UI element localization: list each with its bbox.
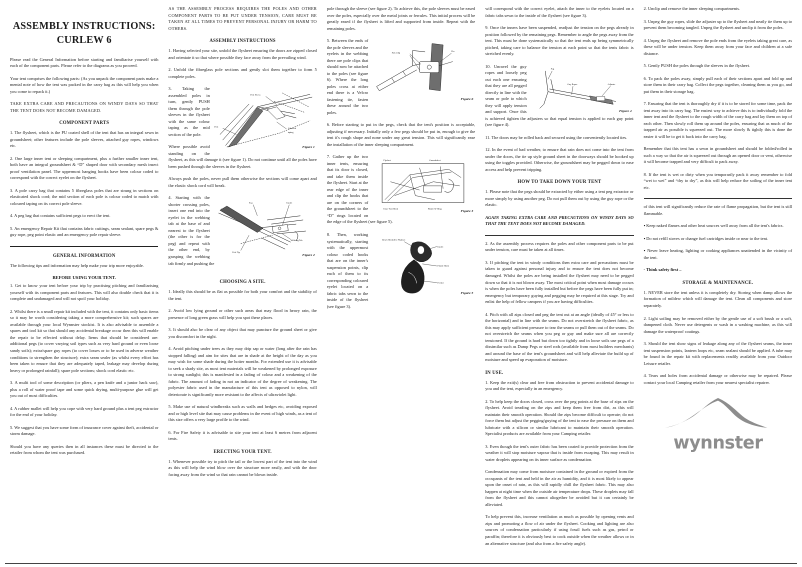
- packing-step-3: 3. Unpeg the guy ropes, slide the adjuster up to the flysheet and neatly tie them up to prevent them becoming tangled. Unpeg the flysheet and unclip it from the poles.: [643, 18, 793, 31]
- figure-4: [530, 64, 634, 114]
- figure-2-label-webbing-tab: Webbing Tab: [290, 240, 303, 243]
- mountain-icon: [665, 398, 768, 428]
- before-item-3: 3. A multi tool of some description (or pliers, a pen knife and a junior hack saw), plus a roll of water proof tape and some quick drying, multi-purpose glue will get you out of most difficulties.: [10, 380, 159, 399]
- figure-3-label-inner-hook: Inner Tent Hook: [383, 208, 399, 211]
- packing-step-2: 2. Unclip and remove the inner sleeping compartments.: [643, 6, 741, 11]
- component-parts-heading: COMPONENT PARTS: [59, 121, 110, 127]
- pole-clip-shape: [420, 62, 439, 73]
- figure-2-label-eyelet: Eyelet: [286, 202, 292, 205]
- figure-5-label-plastic-hook: Plastic Hook: [437, 265, 450, 268]
- footer-divider: [5, 563, 797, 564]
- wynnster-wordmark: wynnster: [673, 433, 763, 454]
- assembly-step-6: 6. Before starting to put in the pegs, check that the tent's position is acceptable, adjusting if necessary. Initially only a few pegs should be put in, enough to give the tent it's rough shape and none under any great tension. This will significantly ease the installation of the inner sleeping compartment.: [326, 122, 476, 147]
- figure-1-label-coloured: Coloured: [287, 128, 296, 131]
- figure-2: [213, 195, 317, 257]
- title-line-2: CURLEW 6: [56, 34, 112, 46]
- site-item-1: 1. Ideally this should be as flat as possible for both your comfort and the stability of the tent.: [168, 289, 317, 301]
- assembly-push-note: Always push the poles, never pull them otherwise the sections will come apart and the elastic shock cord will break.: [168, 176, 317, 188]
- in-use-item-1: 1. Keep the exit(s) clear and free from obstruction to prevent accidental damage to you and the tent, especially in an emergency.: [485, 379, 634, 392]
- figure-5-label-pocket: Pocket: [437, 282, 444, 285]
- figure-1-label-taping: taping: [287, 132, 294, 135]
- figure-6-label-pin: Pin: [451, 50, 455, 53]
- flame-propagation-note: of this tent will significantly reduce the rate of flame propagation, but the tent is still flammable.: [643, 204, 793, 216]
- brand-logo: [644, 398, 792, 459]
- assembly-step-9: 9. Once the inners have been suspended, readjust the tension on the pegs already in position followed by the remaining pegs. Remember to angle the pegs away from the tent. This must be done systematically so that the tent ends up being symmetrically pitched, taking care to balance the tension at each point so that the tents fabric is stretched evenly.: [485, 25, 634, 57]
- figure-5: [371, 232, 475, 296]
- figure-2-illustration: [213, 195, 317, 257]
- storage-item-3: 3. Should the tent show signs of leakage along any of the flysheet seams, the inner tent suspension points, lantern loops etc, seam sealant should be applied. A tube may be found in the repair kit with replacements readily available from your Outdoor Leisure retailer.: [643, 341, 793, 366]
- in-use-item-2: 2. To help keep the doors closed, cross over the peg points at the base of zips on the flysheet. Avoid treading on the zips and keep them free from dirt, as this will maintain their smooth operation. Should the zips become difficult to operate; do not force them but adjust the pegging/guying of the tent to ease the pressure on them and lubricate with a silicon or similar lubricant to maintain their smooth operation. Specialist products are available from your Camping retailer.: [485, 398, 634, 437]
- condensation-note: Condensation may come from moisture contained in the ground or expired from the occupants of the tent and held in the air as humidity, and it is most likely to appear upon the onset of rain, as this will rapidly chill the flysheet fabric. This may also happen at night time when the outside air temperature drops. These droplets may fall from the flysheet and this cannot altogether be avoided but it can certainly be alleviated.: [485, 469, 634, 507]
- windy-days-warning: TAKE EXTRA CARE AND PRECAUTIONS ON WINDY DAYS SO THAT THE TENT DOES NOT BECOME DAMAGED.: [10, 101, 159, 113]
- site-item-3: 3. It should also be clear of any object that may puncture the ground sheet or give you discomfort in the night.: [168, 327, 317, 339]
- figure-3-label-groundsheet: Groundsheet: [429, 160, 441, 163]
- erecting-item-4: 4. Pitch with all zips closed and peg the tent out at an angle (ideally of 45° or less to the horizontal) and in line with the seams. Do not overstretch the flysheet fabric, as this may apply sufficient pressure to tear the seams or pull them out of the seams. Do not overstretch the seams when you peg or guy and make sure all are correctly tensioned. If the ground is hard but down too tightly and in loose soils use pegs of a dissimilar such as Dump Pegs or steel rods (available from most builders merchants) and around the base of the tent's groundsheet and will help alleviate the build up of moisture and speed up evaporation of moisture.: [485, 311, 634, 363]
- figure-3: [371, 154, 475, 214]
- component-part-2: 2. One large inner tent or sleeping compartment, plus a further smaller inner tent, both have an integral groundsheet & “D” shaped door with secondary mesh insect proof ventilation panel. The uppermost hanging hooks have been colour coded to correspond with the correct eyelet on the flysheet.: [10, 155, 159, 181]
- figure-5-label-hooked: Down Hooked to Flysheet: [382, 239, 406, 242]
- figure-1: [213, 86, 317, 150]
- take-down-step-1: 1. Please note that the pegs should be extracted by either using a tent peg extractor or more simply by using another peg. Do not pull them out by using the guy rope or the elastic.: [485, 189, 634, 208]
- site-item-6: 6. For Fire Safety it is advisable to site your tent at least 6 metres from adjacent tents.: [168, 429, 317, 442]
- figure-3-caption: Figure 3: [460, 208, 474, 213]
- before-using-heading: BEFORE USING YOUR TENT.: [52, 275, 116, 281]
- packing-step-8: 8. If the tent is wet or dirty when you temporarily pack it away remember to fold “wet to wet” and “dry to dry”, as this will help reduce the soiling of the inner tent etc.: [643, 171, 793, 190]
- general-information-heading: GENERAL INFORMATION: [52, 253, 116, 259]
- assembly-step-10: 10. Unravel the guy ropes and loosely peg out each one ensuring that they are all pegged directly in line with the seam or pole to which they will apply tension and support. Once this is achieved tighten the adjusters so that equal tension is applied to each guy point (see figure 4).: [485, 63, 634, 128]
- packing-step-6: 6. To pack the poles away, simply pull each of their sections apart and fold up and store them in their carry bag. Collect the pegs together, cleaning them as you go, and put them in their storage bag.: [643, 75, 793, 94]
- before-item-4: 4. A rubber mallet will help you cope with very hard ground plus a tent peg extractor for the end of your holiday.: [10, 405, 159, 418]
- think-safety-first: - Think safety first –: [643, 267, 682, 273]
- assembly-step-3: 3. Taking the assembled poles in turn, gently PUSH them through the pole sleeves in the flysheet with the same colour taping as the mid section of the pole.: [168, 86, 210, 137]
- figure-3-label-flysheet: Flysheet: [383, 160, 392, 163]
- figure-1-caption: Figure 1: [302, 144, 315, 149]
- figure-2-caption: Figure 2: [302, 252, 315, 257]
- erecting-your-tent-heading: ERECTING YOUR TENT.: [213, 449, 272, 455]
- assembly-step-5: 5. Between the ends of the pole sleeves and the eyelets in the webbing there are pole clips that should now be attached to the poles (see figure 6). Where the long poles cross at either end there is a Velcro fastening tie, fasten these around the two poles.: [326, 38, 369, 115]
- figure-4-label-adjuster: Adjuster: [607, 83, 615, 86]
- column-4: [480, 6, 638, 563]
- title-line-1: ASSEMBLY INSTRUCTIONS:: [12, 21, 156, 32]
- assembly-step-11: 11. The doors may be rolled back and secured using the conveniently located ties.: [485, 134, 628, 140]
- component-part-3: 3. A pole carry bag that contains 5 fibreglass poles that are strung in sections on elasticated shock cord; the mid section of each pole is colour coded to match with coloured taping on its correct pole sleeve.: [10, 187, 159, 206]
- take-down-heading: HOW TO TAKE DOWN YOUR TENT: [517, 180, 602, 186]
- packing-step-4: 4. Unpeg the flysheet and remove the pole ends from the eyelets taking great care, as these will be under tension. Keep them away from your face and children at a safe distance.: [643, 37, 793, 56]
- figure-5-label-eyelet: Eyelet: [437, 246, 444, 249]
- assembly-step-2: 2. Unfold the fibreglass pole sections and gently slot them together to form 5 complete poles.: [168, 67, 317, 79]
- assembly-tension-warning: AS THE ASSEMBLY PROCESS REQUIRES THE POLES AND OTHER COMPONENT PARTS TO BE PUT UNDER TENSION, CARE MUST BE TAKEN AT ALL TIMES TO PREVENT PERSONAL INJURY OR HARM TO OTHERS.: [168, 6, 317, 31]
- assembly-step-3b: Where possible avoid standing on the flysheet, as this will damage it (see figure 1). Do not continue until all the poles have been pushed through the sleeves in the flysheet.: [168, 144, 317, 169]
- section-divider: [10, 246, 158, 247]
- storage-item-4: 4. Tears and holes from accidental damage or otherwise may be repaired. Please contact your local Camping retailer from your nearest specialist repairer.: [643, 373, 793, 385]
- assembly-continued-text: pole through the sleeve (see figure 2). To achieve this, the pole sleeves must be eased over the poles, especially over the metal joints or ferrules. This initial process will be greatly eased if the flysheet is lifted and supported from inside. Repeat with the remaining poles.: [326, 6, 476, 31]
- pocket-shape: [402, 260, 425, 293]
- figure-6-caption: Figure 6: [460, 96, 474, 101]
- figure-4-label-guy-ropes: Guy Ropes: [567, 83, 577, 86]
- figure-6-illustration: [371, 38, 475, 102]
- assembly-step-12: 12. In the event of bad weather, to ensure that rain does not come into the tent from under the doors, the tie up style ground sheet in the doorways should be hooked up using the toggles provided. Otherwise, the groundsheet may be pegged down to ease access and help prevent tripping.: [485, 147, 634, 172]
- site-item-5: 5. Make use of natural windbreaks such as walls and hedges etc, avoiding exposed and or high level site that may cause problems in the event of high winds, as a tent of this size offers a very large profile to the wind.: [168, 404, 317, 423]
- fire-bullet-3: ▪ Never leave heating, lighting or cooking appliances unattended in the vicinity of the tent.: [643, 248, 793, 260]
- packing-groundsheet-note: Remember that this tent has a sewn in groundsheet and should be folded/rolled in such a way so that the air is squeezed out through an opened door or vent, otherwise it will become trapped and very difficult to pack away.: [643, 146, 793, 165]
- general-info-intro: The following tips and information may help make your trip more enjoyable.: [10, 262, 144, 268]
- assembly-instructions-heading: ASSEMBLY INSTRUCTIONS: [209, 39, 276, 45]
- assembly-step-7: 7. Gather up the two inner tents, ensuring that its door is closed, and take them inside the flysheet. Start at the rear edge of the inner and clip the hooks that are on the corners of the groundsheet to the “D” rings located on the edge of the flysheet (see figure 5).: [326, 154, 393, 225]
- retailer-query-note: Should you have any queries then in all instances these must be directed to the retailer from whom the tent was purchased.: [10, 443, 159, 456]
- column4-divider: [485, 235, 633, 236]
- figure-6-label-pole-clip: Pole Clip: [392, 52, 401, 55]
- figure-2-label-pole-tip: Pole Tip: [232, 252, 240, 255]
- assembly-step-8: 8. Then, working systematically, starting with the uppermost colour coded hooks that are on the inner's suspension points, clip each of them to its corresponding coloured eyelet located on a fabric tabs sewn to the inside of the flysheet (see figure 3).: [326, 231, 369, 309]
- intro-paragraph-2: Your tent comprises the following parts: (As you unpack the component parts make a mental note of how the tent was packed in the carry bag as this will help you when you come to repack it.): [10, 75, 159, 94]
- figure-4-illustration: [530, 64, 634, 114]
- packing-step-7: 7. Ensuring that the tent is thoroughly dry if it is to be stored for some time, pack the tent away into its carry bag. The easiest way to achieve this is to individually fold the inner tent and the flysheet to the rough width of the carry bag and lay them on top of each other. Then slowly roll them up around the poles, ensuring that as much of the trapped air as possible is squeezed out. The more slowly & tightly this is done the easier it will be to get it back into the carry bag.: [643, 101, 793, 139]
- wynnster-logo-graphic: [653, 398, 783, 454]
- assembly-step-1: 1. Having selected your site, unfold the flysheet ensuring the doors are zipped closed and orientate it so that where possible they face away from the prevailing wind.: [168, 48, 317, 60]
- column-2: [163, 6, 321, 563]
- figure-4-caption: Figure 4: [619, 108, 632, 113]
- figure-4-label-peg: Peg: [550, 68, 554, 71]
- figure-1-illustration: [213, 86, 317, 150]
- component-part-5: 5. An emergency Repair Kit that contains fabric cuttings, seam sealant, spare pegs & guy rope, peg point elastic and an emergency pole repair sleeve.: [10, 225, 159, 238]
- site-item-4: 4. Avoid pitching under trees as they may drip sap or water (long after the rain has stopped falling) and aim for sites that are in shade at the height of the day as you may wish for some shade during the hotter months. For extended use it is advisable to seek a shady site, as most tent materials will be weakened by prolonged exposure to strong sunlight; this is manifested in a fading of colour and a weakening of the fabric. The amount of fading in not an indicator of the degree of weakening. The polyester fabric used in the manufacture of this tent as opposed to nylon, will deteriorate is significantly more resistant to the affects of ultraviolet light.: [168, 346, 317, 397]
- pole-shape: [228, 108, 263, 148]
- component-part-1: 1. The flysheet, which is the PU coated shell of the tent that has an integral sewn in groundsheet; other features include the pole sleeves, attached guy ropes, windows etc.: [10, 130, 159, 149]
- in-use-item-3: 3. Even though the tent's outer fabric has been coated to provide protection from the weather it will stop moisture vapour that is inside from escaping. This may result in water droplets appearing on its inner surface as condensation.: [485, 443, 634, 462]
- before-item-2: 2. Whilst there is a small repair kit included with the tent, it contains only basic items so it may be worth considering taking a more comprehensive kit; such spares are available through your local Wynnster stockist. It is also advisable to assemble a spares and tool kit so that should any accidental breakage occur then this will enable the repair to be effected without delay. Items that should be considered are: additional pegs (to cover varying soil types such as very hard ground or even loose sandy soils); extra/spare guy ropes (to cover losses or to be used in adverse weather conditions to strengthen the structure); extra seam sealer (as whilst every effort has been taken to ensure that they are adequately taped, leakage may develop during heavy or prolonged rainfall); spare pole sections; shock cord elastic etc.: [10, 308, 159, 373]
- packing-step-5: 5. Gently PUSH the poles through the sleeves in the flysheet.: [643, 63, 751, 69]
- in-use-heading: IN USE.: [485, 370, 504, 376]
- figure-3-illustration: [371, 154, 475, 214]
- storage-maintenance-heading: STORAGE & MAINTENANCE.: [682, 280, 754, 286]
- figure-5-caption: Figure 5: [460, 290, 474, 295]
- erecting-item-2: 2. As the assembly process requires the poles and other component parts to be put under tension, care must be taken at all times.: [485, 240, 634, 253]
- figure-2-label-peg: Peg: [248, 202, 253, 205]
- assembly-step-4: 4. Starting with the shorter crossing poles, insert one end into the eyelet in the webbing tab at the base of and nearest to the flysheet (the other is for the peg) and repeat with the other end, by grasping the webbing tab firmly and pushing the: [168, 195, 215, 266]
- erecting-item-1: 1. Whenever possible try to pitch the tail or the lowest part of the tent into the wind as this will help the wind blow over the structure more easily, and with the door facing away from the wind so that rain cannot be blown inside.: [168, 458, 317, 477]
- assembly-continued-col4: will correspond with the correct eyelet, attach the inner to the eyelets located on a fabric tabs sewn to the inside of the flysheet (see figure 3).: [485, 6, 634, 18]
- page-title: [10, 20, 158, 48]
- intro-paragraph-1: Please read the General Information before starting and familiarise yourself with each of the component parts. Please refer to the diagrams as you proceed.: [10, 56, 159, 69]
- figure-1-label-pole-sleeve: Pole Sleeve: [250, 94, 261, 97]
- site-item-2: 2. Avoid low lying ground or other such areas that may flood in heavy rain, the presence of long green grass will help you spot these places.: [168, 308, 317, 320]
- column-1: [5, 6, 163, 563]
- figure-6: [371, 38, 475, 102]
- pole-shape: [220, 206, 263, 232]
- ventilation-note: To help prevent this, increase ventilation as much as possible by opening vents and zips and promoting a flow of air under the flysheet. Cooking and lighting are also sources of condensation particularly if using fossil fuels such as gas, petrol or paraffin; therefore it is obviously best to cook outside when the weather allows or in an alternative structure (and also from a fire safety angle).: [485, 514, 634, 546]
- figure-5-illustration: [371, 232, 475, 296]
- figure-1-label-pole: Pole: [214, 126, 219, 129]
- choosing-a-site-heading: CHOOSING A SITE.: [219, 280, 266, 286]
- figure-3-label-d-ring: Plastic 'D' Ring: [428, 208, 442, 211]
- column-3: [322, 6, 480, 563]
- take-down-warning: AGAIN TAKING EXTRA CARE AND PRECAUTIONS ON WINDY DAYS SO THAT THE TENT DOES NOT BECOME DAMAGED.: [485, 214, 634, 227]
- before-item-5: 5. We suggest that you have some form of insurance cover against theft, accidental or storm damage.: [10, 424, 159, 437]
- erecting-item-3: 3. If pitching the tent in windy conditions then extra care and precautions must be taken to guard against personal injury and to ensure the tent does not become damaged. Whilst the poles are being installed the flysheet may need to be pegged down so that it is not blown away. The most critical point when most damage occurs is when the poles have been fully installed but before the pegs have been fully put in; emergency but temporary guying and pegging may be required at this stage. Try and enlist the help of fellow campers if you are having difficulties.: [485, 259, 634, 305]
- storage-item-1: 1. NEVER store the tent unless it is completely dry. Storing when damp allows the formation of mildew which will damage the tent. Clean all components and store separately.: [643, 289, 793, 308]
- fire-bullet-1: ▪ Keep naked flames and other heat sources well away from all the tent's fabrics.: [643, 223, 784, 229]
- column-5: [639, 6, 797, 563]
- fire-bullet-2: ▪ Do not refill stoves or change fuel cartridges inside or near to the tent.: [643, 235, 769, 241]
- storage-item-2: 2. Light soiling may be removed either by the gentle use of a soft brush or a soft, dampened cloth. Never use detergents or wash in a washing machine, as this will damage the waterproof coatings.: [643, 315, 793, 334]
- column5-divider: [644, 198, 792, 199]
- before-item-1: 1. Get to know your tent before your trip by practising pitching and familiarising yourself with its component parts and features. This will also double check that it is complete and undamaged and will not spoil your holiday.: [10, 283, 159, 302]
- component-part-4: 4. A peg bag that contains sufficient pegs to erect the tent.: [10, 213, 111, 219]
